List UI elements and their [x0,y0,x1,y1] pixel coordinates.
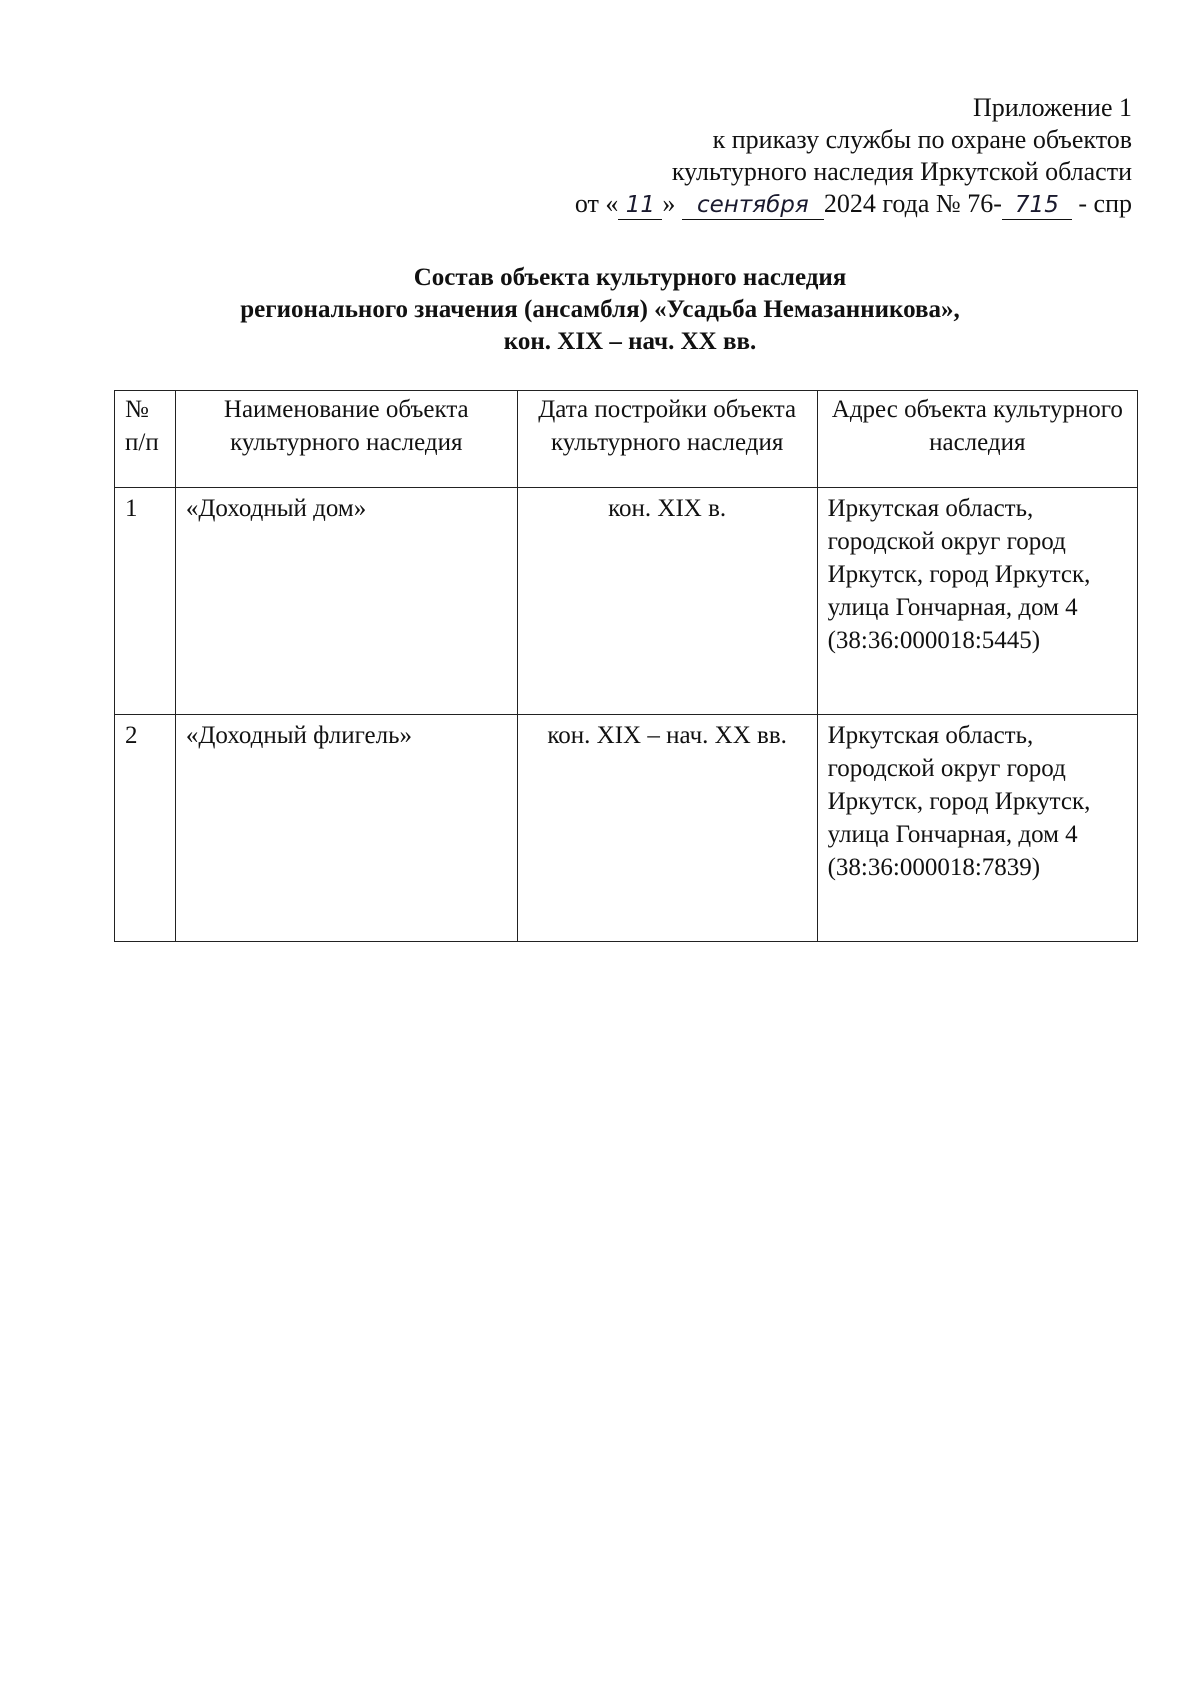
heritage-objects-table [114,390,1138,942]
construction-date: кон. XIX – нач. XX вв. [517,715,817,942]
table-row [115,488,1138,715]
order-day-handwritten: 11 [618,191,662,220]
table-row [115,715,1138,942]
order-date-prefix: от « [574,189,619,218]
order-month-handwritten: сентября [682,191,824,220]
appendix-order-ref: к приказу службы по охране объектов [712,125,1132,154]
order-number-handwritten: 715 [1002,191,1072,220]
order-year-number: 2024 года № 76- [823,189,1002,218]
title-line-1: Состав объекта культурного наследия [413,264,847,291]
object-address: Иркутская область, городской округ город Иркутск, город Иркутск, улица Гончарная, дом 4 (38:36:000018:5445) [817,488,1137,715]
order-date-line [575,188,1132,220]
object-name: «Доходный дом» [175,488,517,715]
title-line-2: регионального значения (ансамбля) «Усадьба Немазанникова», [240,296,960,323]
order-suffix: - спр [1078,189,1132,218]
construction-date: кон. XIX в. [517,488,817,715]
order-date-quote: » [662,189,676,218]
column-header-name: Наименование объекта культурного наследия [175,391,517,488]
appendix-header [575,92,1132,220]
object-name: «Доходный флигель» [175,715,517,942]
appendix-authority: культурного наследия Иркутской области [671,157,1132,186]
appendix-number: Приложение 1 [972,93,1132,122]
row-number: 1 [115,488,176,715]
object-address: Иркутская область, городской округ город Иркутск, город Иркутск, улица Гончарная, дом 4 (38:36:000018:7839) [817,715,1137,942]
row-number: 2 [115,715,176,942]
table-header-row [115,391,1138,488]
document-title [100,262,1100,358]
title-line-3: кон. XIX – нач. XX вв. [503,328,757,355]
column-header-address: Адрес объекта культурного наследия [817,391,1137,488]
column-header-number: № п/п [115,391,176,488]
column-header-date: Дата постройки объекта культурного наследия [517,391,817,488]
